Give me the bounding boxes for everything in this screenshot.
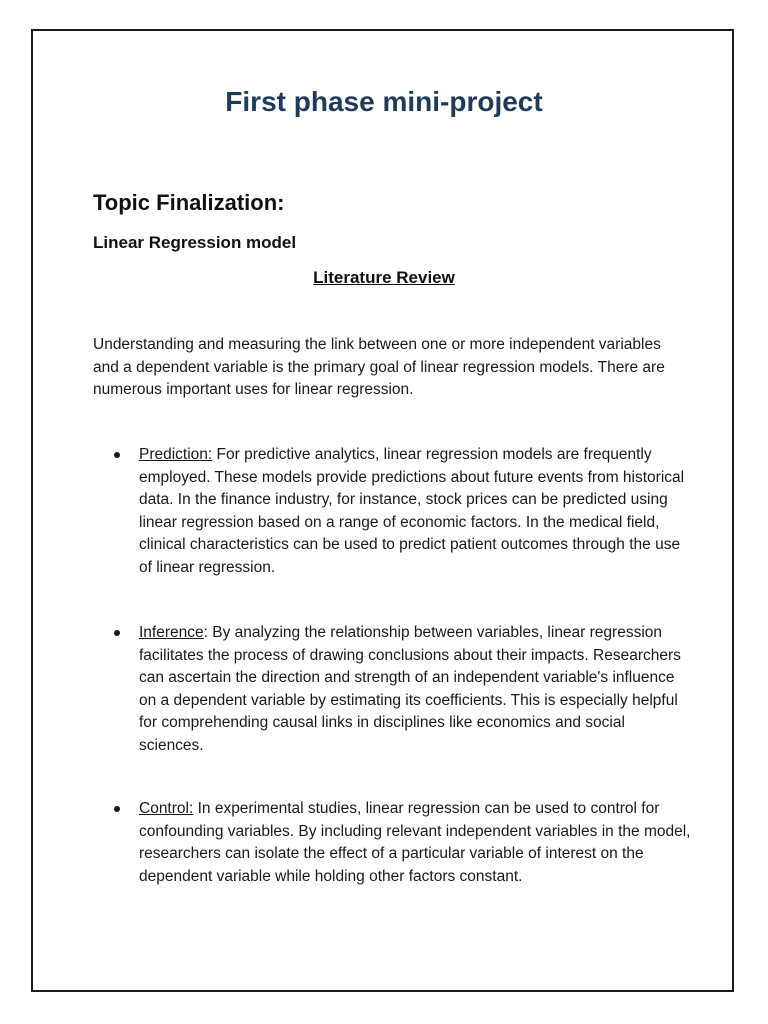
bullet-list-prediction	[112, 444, 692, 579]
bullet-term: Prediction:	[139, 446, 213, 463]
bullet-item	[112, 622, 692, 757]
document-title: First phase mini-project	[225, 86, 543, 117]
bullet-term: Inference	[139, 624, 204, 641]
bullet-icon	[114, 452, 120, 458]
intro-paragraph: Understanding and measuring the link between one or more independent variables and a dependent variable is the primary goal of linear regression models. There are numerous important uses for linear regression.	[93, 336, 665, 398]
literature-review-heading	[0, 268, 768, 288]
bullet-text: For predictive analytics, linear regression models are frequently employed. These models provide predictions about future events from historical data. In the finance industry, for instance, stock prices can be predicted using linear regression based on a range of economic factors. In the medical field, clinical characteristics can be used to predict patient outcomes through the use of linear regression.	[139, 446, 685, 576]
bullet-text: : By analyzing the relationship between variables, linear regression facilitates the process of drawing conclusions about their impacts. Researchers can ascertain the direction and strength of an independent variable's influence on a dependent variable by estimating its coefficients. This is especially helpful for comprehending causal links in disciplines like economics and social sciences.	[139, 624, 681, 754]
bullet-icon	[114, 806, 120, 812]
bullet-term: Control:	[139, 800, 194, 817]
bullet-item	[112, 444, 692, 579]
literature-review-label: Literature Review	[313, 268, 455, 287]
bullet-text: In experimental studies, linear regression can be used to control for confounding variables. By including relevant independent variables in the model, researchers can isolate the effect of a particular variable of interest on the dependent variable while holding other factors constant.	[139, 800, 691, 885]
bullet-item	[112, 798, 692, 888]
bullet-list-control	[112, 798, 692, 888]
bullet-icon	[114, 630, 120, 636]
section-heading: Topic Finalization:	[93, 190, 285, 215]
topic-name: Linear Regression model	[93, 233, 297, 252]
bullet-list-inference	[112, 622, 692, 757]
